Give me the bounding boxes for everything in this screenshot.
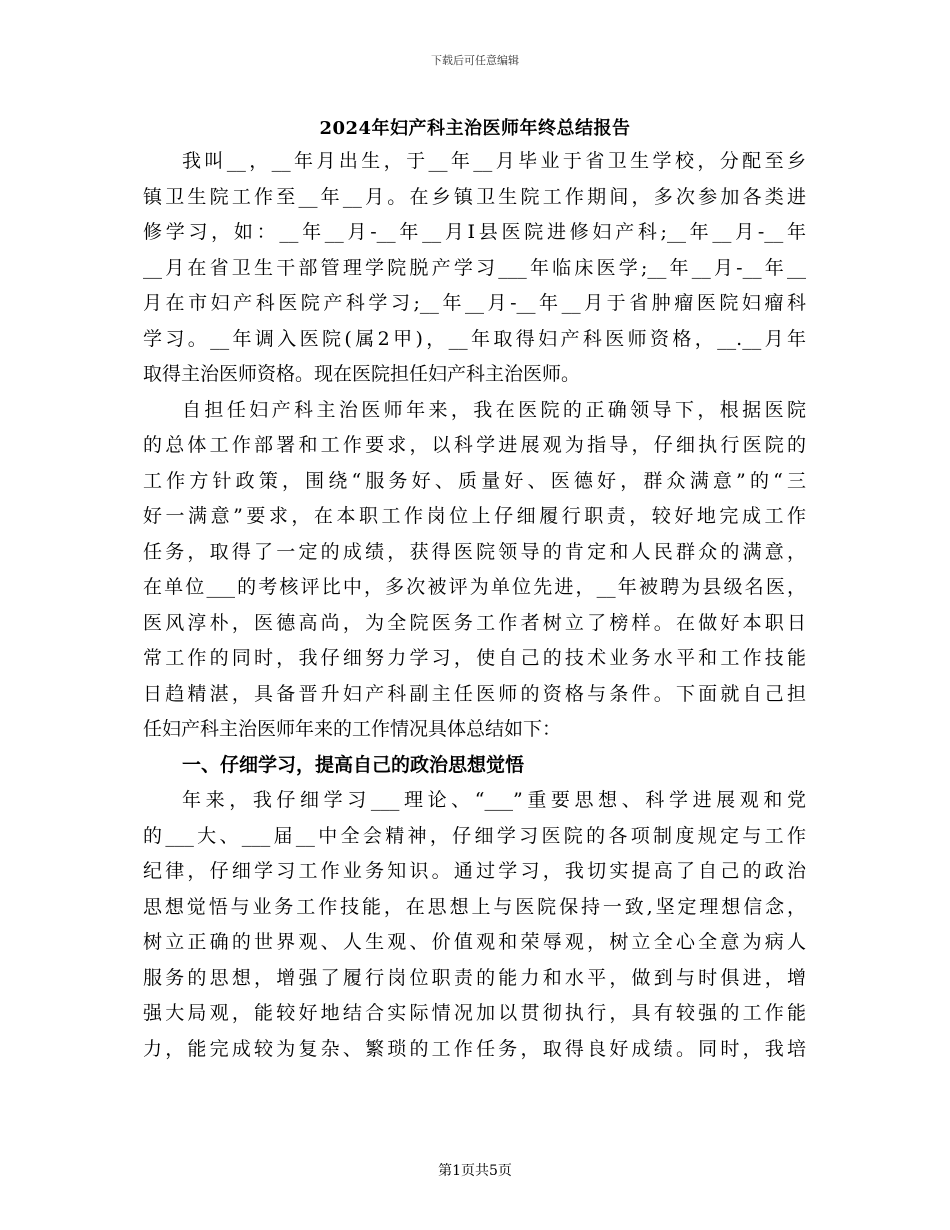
text-line: 工作方针政策，围绕“服务好、质量好、医德好，群众满意”的“三 <box>143 469 806 492</box>
text-line: 力，能完成较为复杂、繁琐的工作任务，取得良好成绩。同时，我培 <box>143 1037 806 1060</box>
text-line: 修学习，如：__年__月-__年__月Ⅰ县医院进修妇产科;__年__月-__年 <box>143 221 806 243</box>
text-line: 树立正确的世界观、人生观、价值观和荣辱观，树立全心全意为病人 <box>143 931 806 953</box>
text-line: 任妇产科主治医师年来的工作情况具体总结如下： <box>143 718 562 740</box>
paragraph-1 <box>143 144 806 393</box>
text-line: 常工作的同时，我仔细努力学习，使自己的技术业务水平和工作技能 <box>143 647 806 669</box>
text-line: 任务，取得了一定的成绩，获得医院领导的肯定和人民群众的满意， <box>143 540 806 563</box>
text-line: 纪律，仔细学习工作业务知识。通过学习，我切实提高了自己的政治 <box>143 860 806 882</box>
text-line: 学习。__年调入医院(属2甲)，__年取得妇产科医师资格，__.__月年 <box>143 327 806 350</box>
document-title: 2024年妇产科主治医师年终总结报告 <box>319 118 631 139</box>
document-body <box>143 144 806 1067</box>
text-line: 取得主治医师资格。现在医院担任妇产科主治医师。 <box>143 363 581 385</box>
text-line: __月在省卫生干部管理学院脱产学习___年临床医学;__年__月-__年__ <box>143 256 806 279</box>
text-line: 医风淳朴，医德高尚，为全院医务工作者树立了榜样。在做好本职日 <box>143 611 806 634</box>
text-line: 月在市妇产科医院产科学习;__年__月-__年__月于省肿瘤医院妇瘤科 <box>143 292 806 314</box>
text-line: 强大局观，能较好地结合实际情况加以贯彻执行，具有较强的工作能 <box>143 1002 806 1024</box>
text-line: 的___大、___届__中全会精神，仔细学习医院的各项制度规定与工作 <box>143 824 806 847</box>
text-line: 在单位___的考核评比中，多次被评为单位先进，__年被聘为县级名医， <box>143 576 806 598</box>
text-line: 思想觉悟与业务工作技能，在思想上与医院保持一致,坚定理想信念， <box>143 895 806 918</box>
paragraph-2 <box>143 393 806 748</box>
text-line: 服务的思想，增强了履行岗位职责的能力和水平，做到与时俱进，增 <box>143 966 806 989</box>
text-line: 年来，我仔细学习___理论、“___”重要思想、科学进展观和党 <box>182 789 806 811</box>
text-line: 镇卫生院工作至__年__月。在乡镇卫生院工作期间，多次参加各类进 <box>143 185 806 208</box>
text-line: 日趋精湛，具备晋升妇产科副主任医师的资格与条件。下面就自己担 <box>143 682 806 705</box>
text-line: 我叫__，__年月出生，于__年__月毕业于省卫生学校，分配至乡 <box>182 150 806 172</box>
paragraph-3 <box>143 783 806 1067</box>
text-line: 的总体工作部署和工作要求，以科学进展观为指导，仔细执行医院的 <box>143 434 806 456</box>
text-line: 好一满意”要求，在本职工作岗位上仔细履行职责，较好地完成工作 <box>143 505 806 527</box>
text-line: 自担任妇产科主治医师年来，我在医院的正确领导下，根据医院 <box>182 398 806 421</box>
header-note: 下载后可任意编辑 <box>431 54 519 67</box>
page-number: 第1页共5页 <box>438 1163 512 1179</box>
section-heading-1: 一、仔细学习，提高自己的政治思想觉悟 <box>182 753 525 776</box>
